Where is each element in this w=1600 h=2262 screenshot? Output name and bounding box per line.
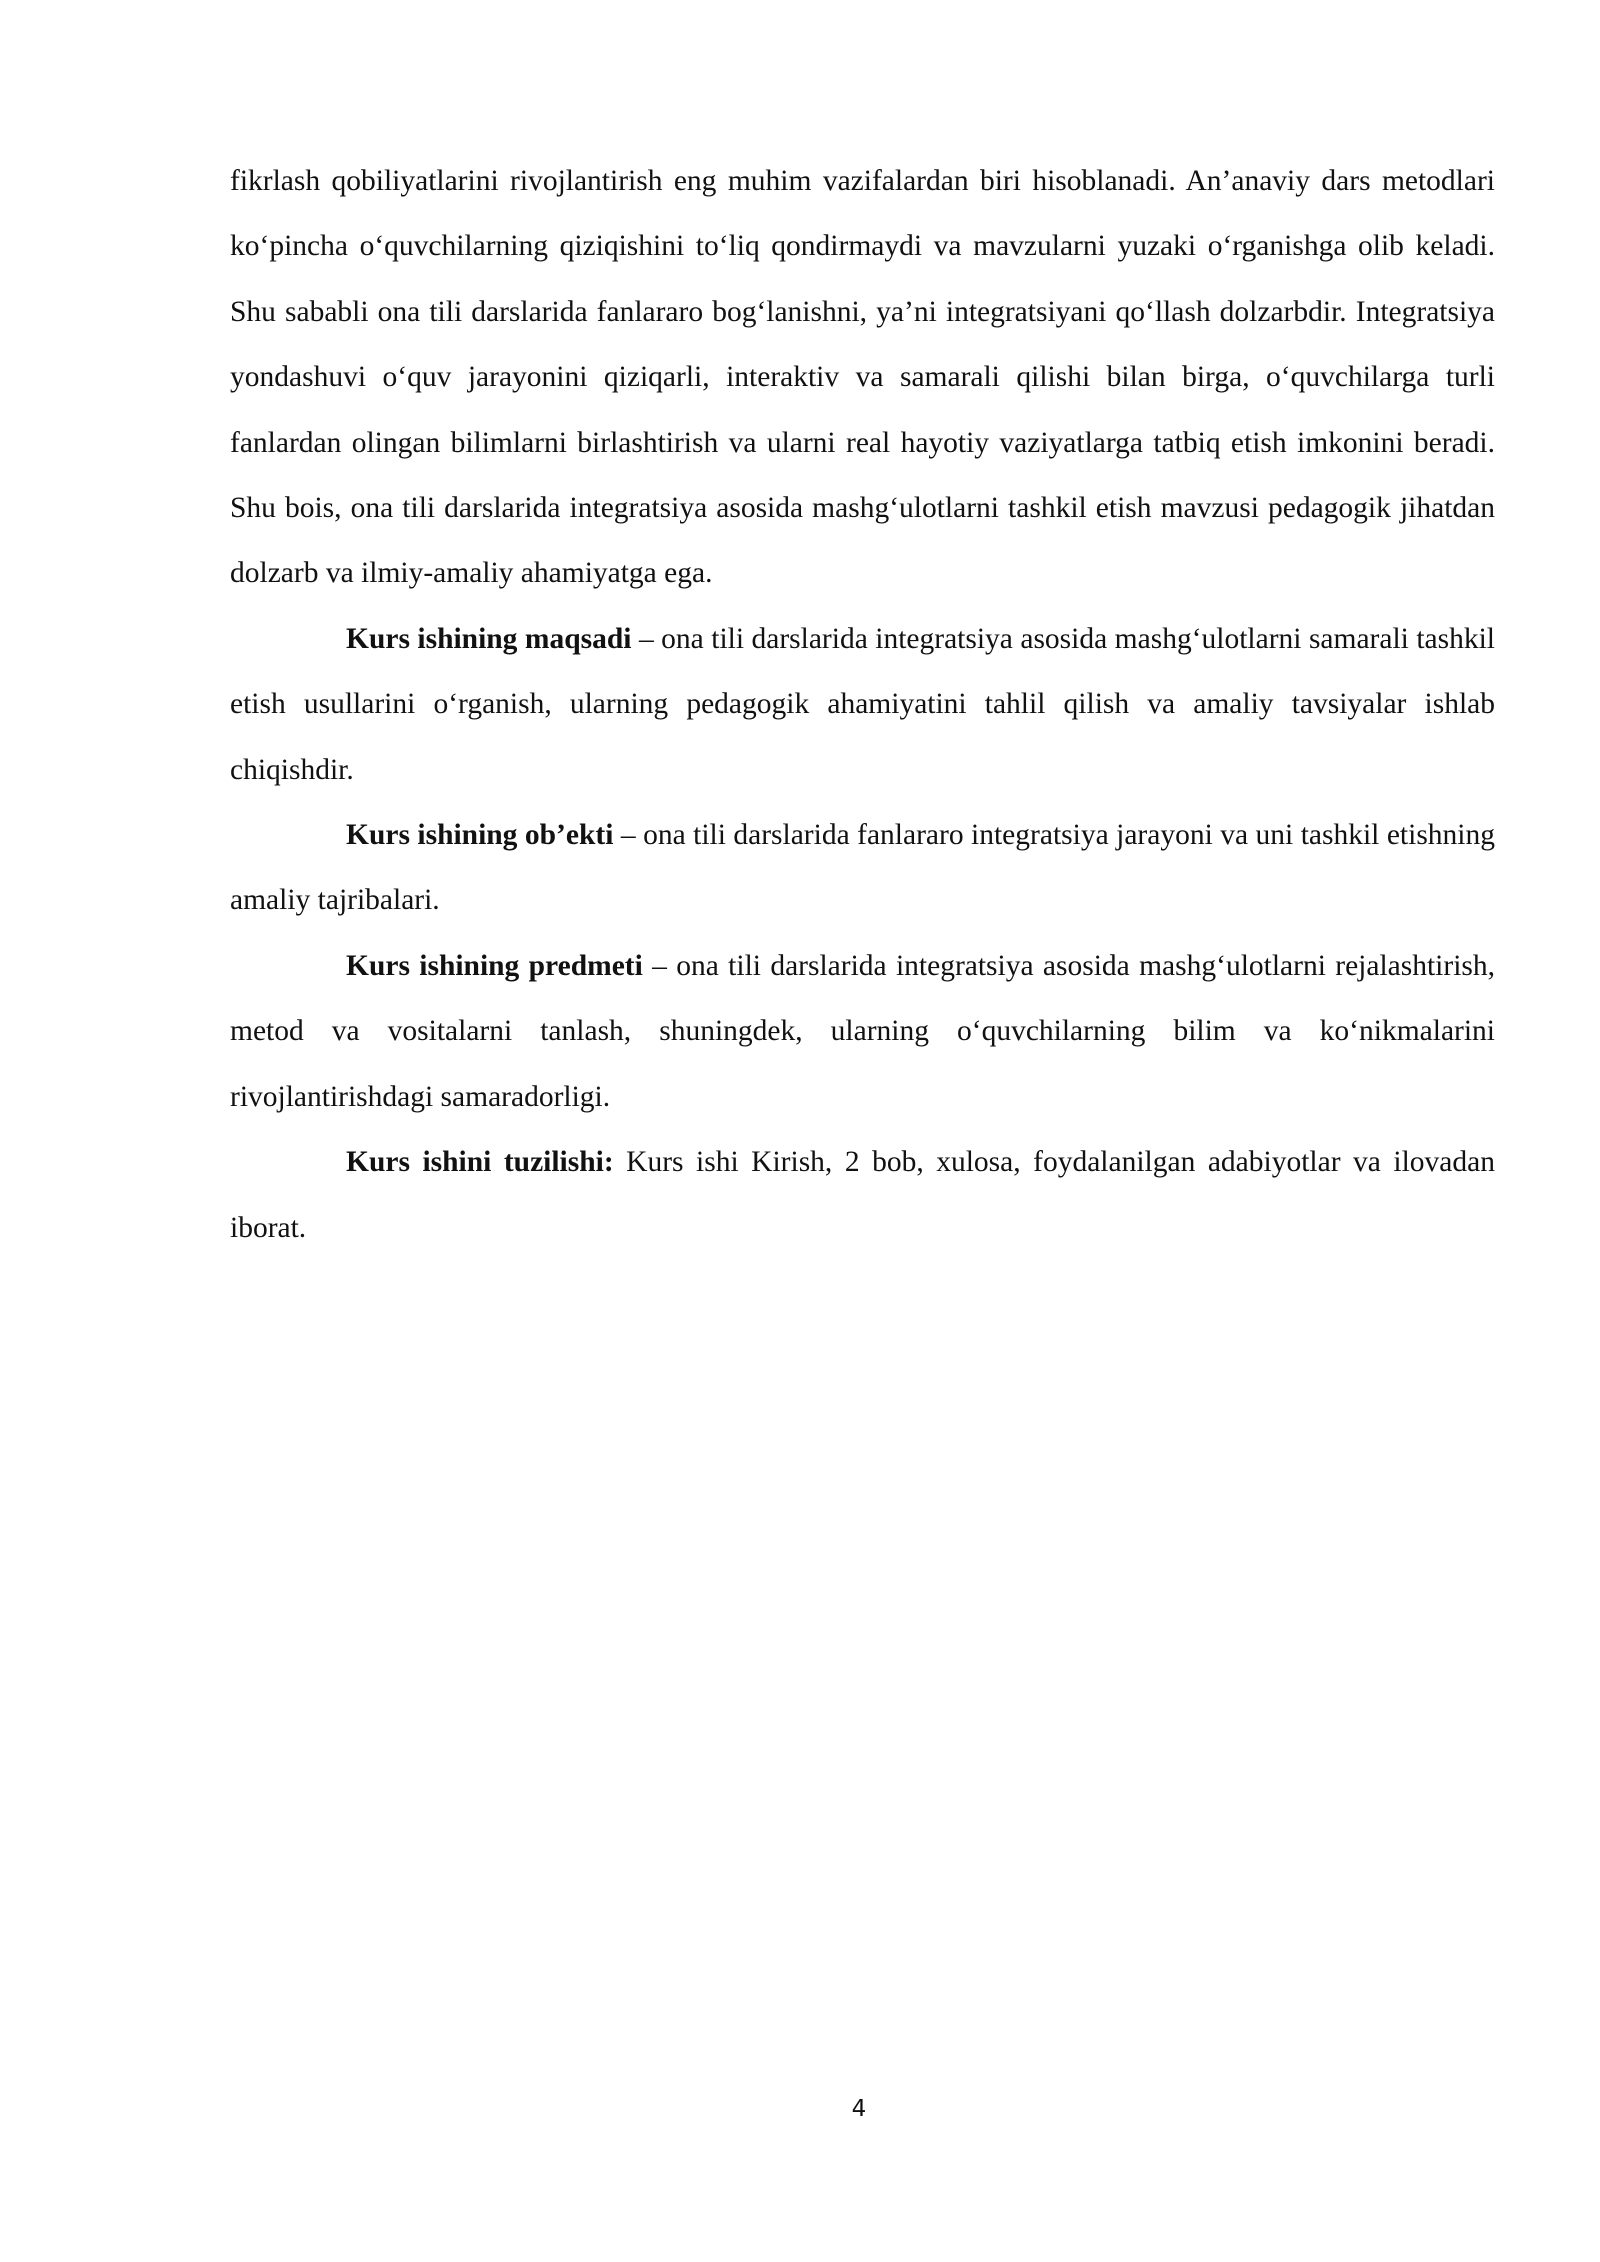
paragraph-text: – ona tili darslarida integratsiya asosida mashg‘ulotlarni samarali tashkil etish usullarini o‘rganish, ularning pedagogik ahamiyatini tahlil qilish va amaliy tavsiyalar ishlab chiqishdir. [230,622,1495,786]
paragraph-object [230,803,1495,934]
paragraph-bold-lead: Kurs ishini tuzilishi: [346,1146,614,1179]
paragraph-text: Kurs ishi Kirish, 2 bob, xulosa, foydalanilgan adabiyotlar va ilovadan iborat. [230,1146,1495,1244]
paragraph-text: – ona tili darslarida integratsiya asosida mashg‘ulotlarni rejalashtirish, metod va vositalarni tanlash, shuningdek, ularning o‘quvchilarning bilim va ko‘nikmalarini rivojlantirishdagi samaradorligi. [230,949,1495,1113]
paragraph-bold-lead: Kurs ishining ob’ekti [346,819,614,852]
paragraph-structure [230,1130,1495,1261]
paragraph-bold-lead: Kurs ishining predmeti [346,949,643,982]
page-number: 4 [851,2096,867,2122]
paragraph-intro [230,149,1495,607]
paragraph-text: fikrlash qobiliyatlarini rivojlantirish eng muhim vazifalardan biri hisoblanadi. An’anaviy dars metodlari ko‘pincha o‘quvchilarning qiziqishini to‘liq qondirmaydi va mavzularni yuzaki o‘rganishga olib keladi. Shu sababli ona tili darslarida fanlararo bog‘lanishni, ya’ni integratsiyani qo‘llash dolzarbdir. Integratsiya yondashuvi o‘quv jarayonini qiziqarli, interaktiv va samarali qilishi bilan birga, o‘quvchilarga turli fanlardan olingan bilimlarni birlashtirish va ularni real hayotiy vaziyatlarga tatbiq etish imkonini beradi. Shu bois, ona tili darslarida integratsiya asosida mashg‘ulotlarni tashkil etish mavzusi pedagogik jihatdan dolzarb va ilmiy-amaliy ahamiyatga ega. [230,165,1495,590]
paragraph-bold-lead: Kurs ishining maqsadi [346,622,632,655]
paragraph-subject [230,934,1495,1130]
body-text [230,149,1495,1261]
paragraph-text: – ona tili darslarida fanlararo integratsiya jarayoni va uni tashkil etishning amaliy tajribalari. [230,819,1495,917]
paragraph-goal [230,607,1495,803]
